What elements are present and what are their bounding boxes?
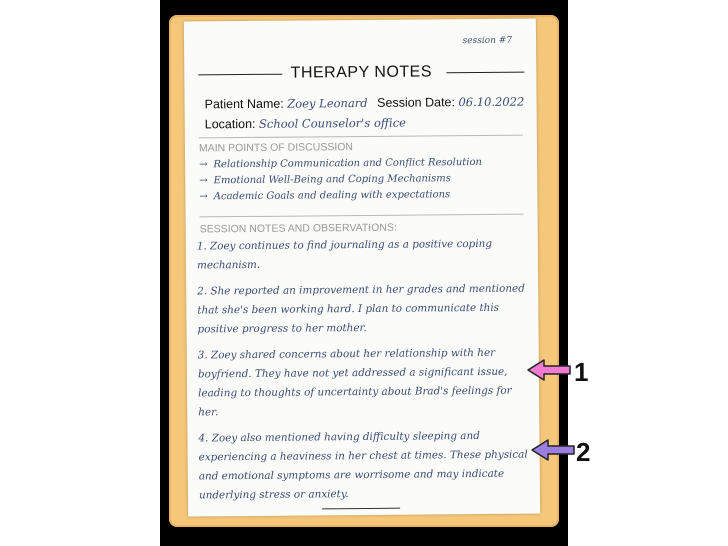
- arrow-icon: →: [199, 175, 208, 187]
- list-item: → Emotional Well-Being and Coping Mechanisms: [199, 173, 451, 187]
- patient-row: [205, 95, 525, 112]
- session-number: session #7: [462, 35, 513, 47]
- arrow-left-icon: [530, 438, 576, 462]
- observations-heading: SESSION NOTES AND OBSERVATIONS:: [199, 221, 397, 236]
- note-item: 4. Zoey also mentioned having difficulty sleeping and experiencing a heaviness in her chest at times. These physical and emotional symptoms are worrisome and may indicate underlying stress or anxiety.: [198, 429, 528, 502]
- marker-label: 2: [576, 437, 591, 467]
- arrow-left-icon: [526, 358, 572, 382]
- title-row: [198, 63, 524, 88]
- note-item: 2. She reported an improvement in her grades and mentioned that she's been working hard. I plan to communicate this positive progress to her mother.: [197, 282, 525, 336]
- note-item: 1. Zoey continues to find journaling as a positive coping mechanism.: [196, 237, 493, 272]
- page-title: THERAPY NOTES: [290, 63, 433, 82]
- location-value: School Counselor's office: [258, 115, 406, 131]
- discussion-list: [199, 155, 529, 206]
- session-date: 06.10.2022: [458, 94, 525, 110]
- list-item: → Academic Goals and dealing with expectations: [199, 189, 451, 203]
- note-item: 3. Zoey shared concerns about her relationship with her boyfriend. They have not yet addressed a significant issue, leading to thoughts of uncertainty about Brad's feelings for her.: [197, 346, 512, 419]
- divider: [199, 135, 523, 139]
- location-row: [205, 116, 406, 132]
- divider: [200, 214, 524, 218]
- patient-label: Patient Name:: [204, 96, 284, 112]
- observations-list: [197, 235, 529, 513]
- therapy-notes-sheet: [184, 18, 540, 516]
- annotation-marker-1: [526, 357, 596, 387]
- session-date-label: Session Date:: [377, 95, 456, 110]
- arrow-icon: →: [199, 191, 208, 203]
- list-item: → Relationship Communication and Conflict Resolution: [199, 156, 482, 171]
- marker-label: 1: [574, 357, 589, 387]
- annotation-marker-2: [530, 437, 600, 467]
- discussion-heading: MAIN POINTS OF DISCUSSION: [198, 141, 354, 155]
- patient-name: Zoey Leonard: [287, 95, 368, 111]
- arrow-icon: →: [199, 159, 208, 171]
- location-label: Location:: [204, 116, 256, 132]
